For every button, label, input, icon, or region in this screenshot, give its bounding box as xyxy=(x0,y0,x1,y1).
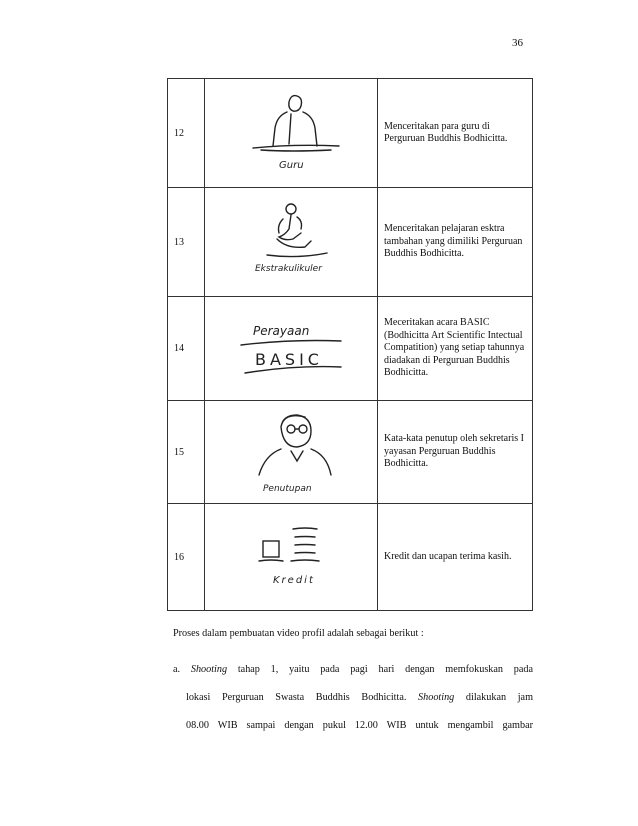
item-a-em-1: Shooting xyxy=(190,664,228,675)
sketch-speaker xyxy=(231,407,351,497)
scene-description: Kredit dan ucapan terima kasih. xyxy=(378,504,533,611)
scene-description: Menceritakan pelajaran esktra tambahan yang dimiliki Perguruan Buddhis Bodhicitta. xyxy=(378,188,533,297)
item-a-text-2: lokasi Perguruan Swasta Buddhis Bodhicitta. xyxy=(186,692,407,703)
table-row xyxy=(168,297,533,401)
scene-description: Meceritakan acara BASIC (Bodhicitta Art Scientific Intectual Compatition) yang setiap tahunnya diadakan di Perguruan Buddhis Bodhicitta. xyxy=(378,297,533,401)
scene-description: Menceritakan para guru di Perguruan Buddhis Bodhicitta. xyxy=(378,79,533,188)
sketch-cell xyxy=(205,401,378,504)
item-a-text-1: tahap 1, yaitu pada pagi hari dengan memfokuskan pada xyxy=(237,664,533,675)
sketch-teacher xyxy=(231,88,351,178)
page-number: 36 xyxy=(512,37,523,49)
sketch-label-top: Perayaan xyxy=(253,323,310,338)
sketch-label: Ekstrakulikuler xyxy=(255,264,322,274)
item-a-marker: a. xyxy=(173,664,181,675)
sketch-event-title xyxy=(231,309,351,389)
item-a-line-1 xyxy=(173,656,533,684)
scene-number: 13 xyxy=(168,188,205,297)
scene-number: 16 xyxy=(168,504,205,611)
item-a-line-3: 08.00 WIB sampai dengan pukul 12.00 WIB untuk mengambil gambar xyxy=(186,720,533,731)
sketch-cell xyxy=(205,504,378,611)
intro-paragraph: Proses dalam pembuatan video profil adalah sebagai berikut : xyxy=(173,628,424,639)
sketch-label-bottom: BASIC xyxy=(255,349,323,369)
table-row xyxy=(168,401,533,504)
sketch-cell xyxy=(205,79,378,188)
table-row xyxy=(168,504,533,611)
scene-description: Kata-kata penutup oleh sekretaris I yayasan Perguruan Buddhis Bodhicitta. xyxy=(378,401,533,504)
item-a-line-2 xyxy=(173,684,533,712)
item-a-em-2: Shooting xyxy=(418,692,455,703)
scene-number: 14 xyxy=(168,297,205,401)
sketch-cell xyxy=(205,188,378,297)
table-row xyxy=(168,188,533,297)
sketch-credits xyxy=(231,517,351,597)
sketch-label: Guru xyxy=(279,160,304,171)
sketch-dancer xyxy=(231,197,351,287)
sketch-label: Penutupan xyxy=(263,484,312,494)
storyboard-table xyxy=(167,78,533,611)
list-item-a xyxy=(173,656,533,740)
item-a-text-3: dilakukan jam xyxy=(465,692,533,703)
sketch-label: Kredit xyxy=(273,575,315,586)
scene-number: 15 xyxy=(168,401,205,504)
table-row xyxy=(168,79,533,188)
scene-number: 12 xyxy=(168,79,205,188)
sketch-cell xyxy=(205,297,378,401)
